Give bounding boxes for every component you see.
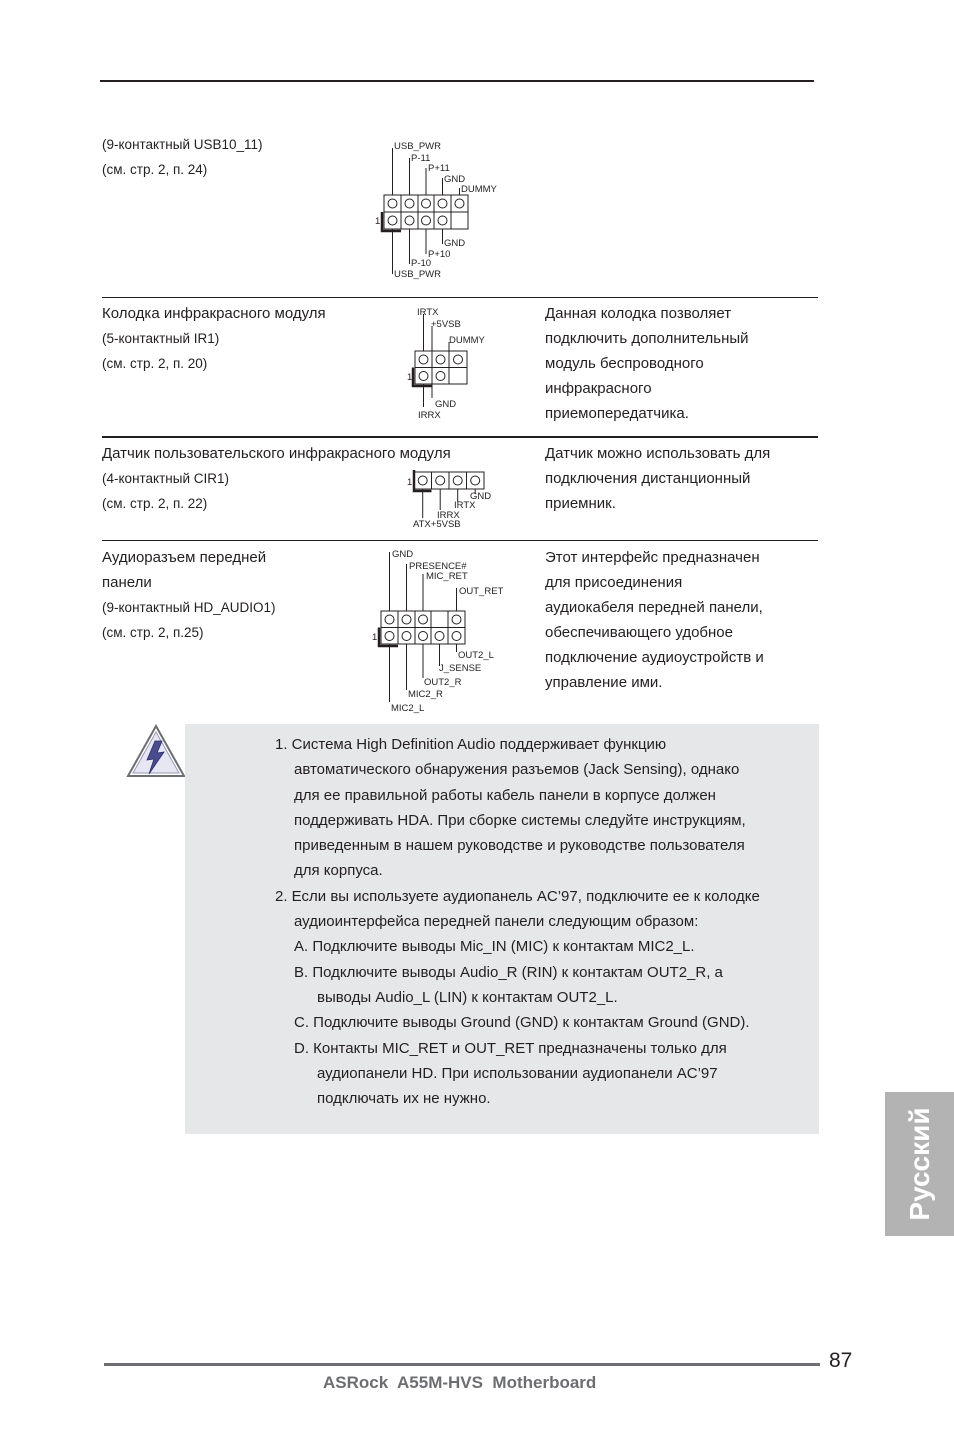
note-text (275, 732, 835, 1111)
ir-pins-line: (5-контактный IR1) (102, 331, 220, 346)
ir-info (102, 301, 326, 376)
footer-rule (104, 1363, 820, 1366)
language-tab (885, 1092, 954, 1236)
usb-label-gnd-bottom: GND (444, 238, 466, 249)
ir-label-5vsb: +5VSB (431, 319, 461, 330)
audio-desc-line: аудиокабеля передней панели, (545, 599, 763, 616)
note-line: для ее правильной работы кабель панели в корпусе должен (294, 786, 716, 804)
divider-3 (102, 540, 818, 541)
audio-title: Аудиоразъем передней (102, 549, 267, 566)
ir-label-dummy: DUMMY (449, 335, 485, 346)
note-line: поддерживать HDA. При сборке системы следуйте инструкциям, (294, 811, 746, 829)
audio-label-pin1: 1 (372, 632, 378, 643)
audio-desc-line: обеспечивающего удобное (545, 624, 733, 641)
cir-label-pin1: 1 (407, 477, 413, 488)
audio-label-mic2-r: MIC2_R (408, 689, 443, 700)
cir-header-diagram (400, 468, 510, 532)
note-line: аудиопанели HD. При использовании аудиопанели AC’97 (317, 1064, 718, 1082)
audio-label-out2-r: OUT2_R (424, 677, 462, 688)
usb-label-pwr-top: USB_PWR (394, 141, 441, 152)
ir-page-ref: (см. стр. 2, п. 20) (102, 356, 208, 371)
ir-desc-line: модуль беспроводного (545, 355, 704, 372)
note-line: выводы Audio_L (LIN) к контактам OUT2_L. (317, 988, 618, 1006)
audio-label-out-ret: OUT_RET (459, 586, 504, 597)
note-line: 2. Если вы используете аудиопанель AC’97, подключите ее к колодке (275, 887, 760, 905)
cir-description (545, 441, 770, 516)
audio-label-out2-l: OUT2_L (458, 650, 494, 661)
cir-pins-line: (4-контактный CIR1) (102, 471, 230, 486)
cir-desc-line: подключения дистанционный (545, 470, 751, 487)
cir-label-gnd: GND (470, 491, 492, 502)
usb-label-dummy: DUMMY (461, 184, 497, 195)
usb-header-diagram (370, 136, 520, 284)
audio-desc-line: управление ими. (545, 674, 663, 691)
page-number: 87 (829, 1349, 853, 1372)
usb-label-p-minus-10: P-10 (411, 258, 432, 269)
usb-page-ref: (см. стр. 2, п. 24) (102, 162, 208, 177)
audio-description (545, 545, 764, 695)
ir-desc-line: подключить дополнительный (545, 330, 749, 347)
cir-desc-line: Датчик можно использовать для (545, 445, 771, 462)
audio-desc-line: для присоединения (545, 574, 683, 591)
cir-label-atx5vsb: ATX+5VSB (413, 519, 461, 530)
note-line: автоматического обнаружения разъемов (Jack Sensing), однако (294, 761, 740, 779)
cir-info (102, 441, 451, 516)
cir-label-irrx: IRRX (437, 510, 460, 521)
note-line: A. Подключите выводы Mic_IN (MIC) к контактам MIC2_L. (294, 938, 695, 956)
audio-title: панели (102, 574, 152, 591)
ir-desc-line: Данная колодка позволяет (545, 305, 732, 322)
usb-label-pin1: 1 (375, 216, 381, 227)
usb-label-gnd-top: GND (444, 174, 466, 185)
usb-label-p-plus-11: P+11 (428, 163, 450, 174)
usb-label-p-plus-10: P+10 (428, 249, 451, 260)
note-line: приведенным в нашем руководстве и руководстве пользователя (294, 837, 745, 855)
note-line: подключать их не нужно. (317, 1090, 491, 1108)
ir-label-gnd: GND (435, 399, 457, 410)
cir-desc-line: приемник. (545, 495, 616, 512)
audio-desc-line: Этот интерфейс предназначен (545, 549, 760, 566)
audio-desc-line: подключение аудиоустройств и (545, 649, 764, 666)
audio-page-ref: (см. стр. 2, п.25) (102, 625, 204, 640)
cir-title: Датчик пользовательского инфракрасного модуля (102, 445, 451, 462)
audio-label-mic2-l: MIC2_L (391, 703, 425, 714)
note-box (185, 724, 819, 1134)
divider-1 (102, 297, 818, 298)
audio-label-gnd: GND (392, 549, 414, 560)
ir-title: Колодка инфракрасного модуля (102, 305, 326, 322)
ir-description (545, 301, 749, 426)
note-line: C. Подключите выводы Ground (GND) к контактам Ground (GND). (294, 1014, 750, 1032)
warning-icon (124, 722, 188, 780)
note-line: B. Подключите выводы Audio_R (RIN) к контактам OUT2_R, а (294, 963, 723, 981)
ir-desc-line: инфракрасного (545, 380, 652, 397)
audio-header-diagram (368, 546, 518, 716)
cir-label-irtx: IRTX (454, 500, 476, 511)
audio-label-presence: PRESENCE# (409, 561, 467, 572)
usb-label-p-minus-11: P-11 (411, 153, 431, 164)
footer-product: ASRock A55M-HVS Motherboard (323, 1373, 597, 1392)
ir-label-irrx: IRRX (418, 410, 441, 421)
usb-pins-line: (9-контактный USB10_11) (102, 137, 263, 152)
note-line: аудиоинтерфейса передней панели следующим образом: (294, 913, 699, 931)
audio-label-j-sense: J_SENSE (439, 663, 482, 674)
audio-info (102, 545, 276, 645)
note-line: для корпуса. (294, 862, 383, 880)
note-line: D. Контакты MIC_RET и OUT_RET предназначены только для (294, 1039, 727, 1057)
top-rule (100, 80, 814, 82)
cir-page-ref: (см. стр. 2, п. 22) (102, 496, 208, 511)
ir-desc-line: приемопередатчика. (545, 405, 689, 422)
divider-2 (102, 436, 818, 438)
audio-label-mic-ret: MIC_RET (426, 571, 468, 582)
audio-pins-line: (9-контактный HD_AUDIO1) (102, 600, 276, 615)
usb-label-pwr-bottom: USB_PWR (394, 269, 441, 280)
ir-header-diagram (400, 304, 510, 422)
usb-info (102, 132, 263, 182)
note-line: 1. Система High Definition Audio поддерживает функцию (275, 736, 667, 753)
ir-label-pin1: 1 (407, 372, 413, 383)
language-tab-label: Русский (903, 1107, 935, 1221)
ir-label-irtx: IRTX (417, 307, 439, 318)
